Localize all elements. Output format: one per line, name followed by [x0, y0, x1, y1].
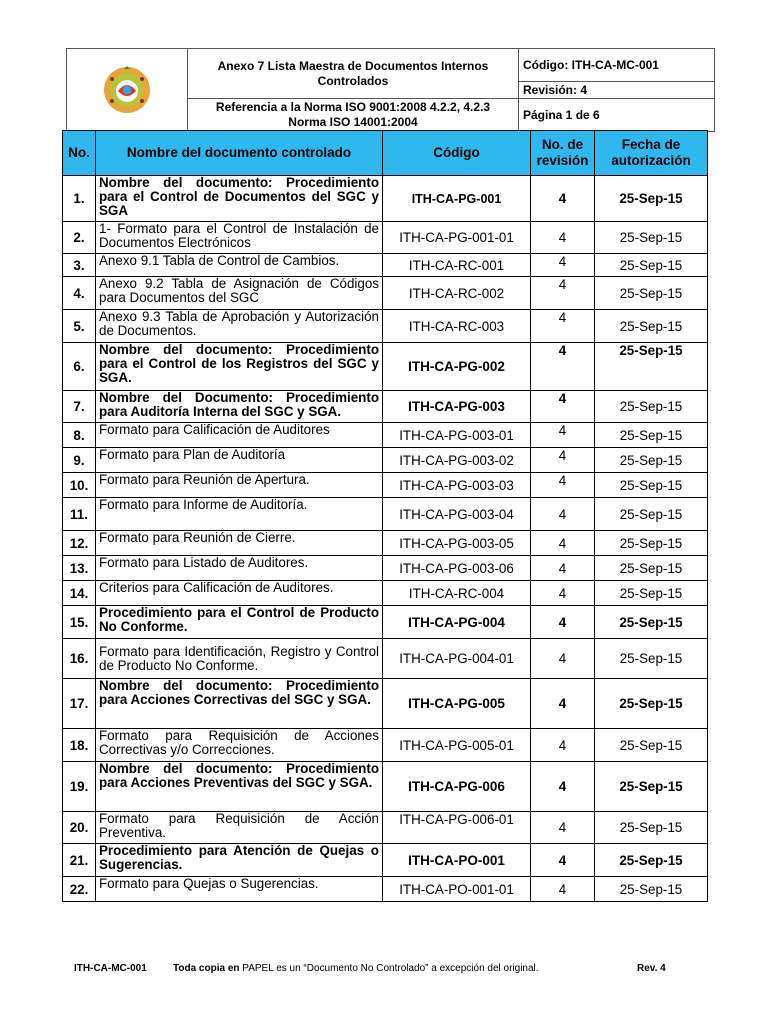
- authorization-date: 25-Sep-15: [595, 423, 708, 448]
- column-header-date: [595, 131, 708, 176]
- footer-note-text: PAPEL es un “Documento No Controlado” a excepción del original.: [242, 963, 539, 974]
- document-code: ITH-CA-PG-004-01: [383, 639, 531, 679]
- table-row: [63, 762, 708, 812]
- row-number: 5.: [63, 310, 96, 343]
- page-number: Página 1 de 6: [519, 99, 715, 132]
- authorization-date: 25-Sep-15: [595, 498, 708, 531]
- document-name: Anexo 9.2 Tabla de Asignación de Códigos para Documentos del SGC: [96, 277, 383, 310]
- document-code: ITH-CA-PG-003-02: [383, 448, 531, 473]
- table-row: [63, 222, 708, 254]
- column-header-no: No.: [63, 131, 96, 176]
- revision-number: 4: [531, 581, 595, 606]
- document-name: Nombre del Documento: Procedimiento para Auditoría Interna del SGC y SGA.: [96, 391, 383, 423]
- authorization-date: 25-Sep-15: [595, 877, 708, 902]
- document-code: ITH-CA-PG-001-01: [383, 222, 531, 254]
- document-name: Formato para Listado de Auditores.: [96, 556, 383, 581]
- table-row: [63, 343, 708, 391]
- document-code: Código: ITH-CA-MC-001: [519, 49, 715, 82]
- row-number: 19.: [63, 762, 96, 812]
- norm-reference: [188, 99, 519, 132]
- document-name: Formato para Plan de Auditoría: [96, 448, 383, 473]
- row-number: 12.: [63, 531, 96, 556]
- footer-copy-notice: [173, 963, 539, 974]
- row-number: 10.: [63, 473, 96, 498]
- document-name: Nombre del documento: Procedimiento para el Control de los Registros del SGC y SGA.: [96, 343, 383, 391]
- revision-number: 4: [531, 391, 595, 423]
- row-number: 11.: [63, 498, 96, 531]
- authorization-date: 25-Sep-15: [595, 222, 708, 254]
- row-number: 8.: [63, 423, 96, 448]
- authorization-date: 25-Sep-15: [595, 844, 708, 877]
- row-number: 14.: [63, 581, 96, 606]
- revision-number: 4: [531, 877, 595, 902]
- document-code: ITH-CA-PG-003-05: [383, 531, 531, 556]
- document-code: ITH-CA-RC-002: [383, 277, 531, 310]
- authorization-date: 25-Sep-15: [595, 391, 708, 423]
- document-code: ITH-CA-PG-003-06: [383, 556, 531, 581]
- revision-number: 4: [531, 254, 595, 277]
- table-row: [63, 679, 708, 729]
- document-code: ITH-CA-PG-003-03: [383, 473, 531, 498]
- row-number: 21.: [63, 844, 96, 877]
- revision-number: 4: [531, 473, 595, 498]
- table-row: [63, 254, 708, 277]
- revision-number: 4: [531, 606, 595, 639]
- revision-number: 4: [531, 448, 595, 473]
- document-code: ITH-CA-PG-006-01: [383, 812, 531, 844]
- authorization-date: 25-Sep-15: [595, 762, 708, 812]
- document-code: ITH-CA-PG-006: [383, 762, 531, 812]
- document-title: [188, 49, 519, 99]
- authorization-date: 25-Sep-15: [595, 277, 708, 310]
- document-name: Nombre del documento: Procedimiento para el Control de Documentos del SGC y SGA: [96, 176, 383, 222]
- table-row: [63, 498, 708, 531]
- document-revision: Revisión: 4: [519, 82, 715, 99]
- revision-number: 4: [531, 310, 595, 343]
- column-header-code: Código: [383, 131, 531, 176]
- table-row: [63, 639, 708, 679]
- revision-header-line-1: No. de: [541, 137, 584, 152]
- document-name: Criterios para Calificación de Auditores.: [96, 581, 383, 606]
- footer-revision: Rev. 4: [637, 963, 666, 974]
- document-code: ITH-CA-PG-003-01: [383, 423, 531, 448]
- document-name: Anexo 9.1 Tabla de Control de Cambios.: [96, 254, 383, 277]
- table-header-row: [63, 131, 708, 176]
- revision-number: 4: [531, 222, 595, 254]
- document-code: ITH-CA-RC-001: [383, 254, 531, 277]
- table-row: [63, 812, 708, 844]
- row-number: 1.: [63, 176, 96, 222]
- authorization-date: 25-Sep-15: [595, 812, 708, 844]
- row-number: 7.: [63, 391, 96, 423]
- document-name: Formato para Reunión de Cierre.: [96, 531, 383, 556]
- document-name: Procedimiento para Atención de Quejas o Sugerencias.: [96, 844, 383, 877]
- row-number: 2.: [63, 222, 96, 254]
- authorization-date: 25-Sep-15: [595, 448, 708, 473]
- authorization-date: 25-Sep-15: [595, 729, 708, 762]
- document-name: Formato para Informe de Auditoría.: [96, 498, 383, 531]
- institution-seal-icon: [102, 65, 152, 115]
- document-name: Formato para Requisición de Acciones Correctivas y/o Correcciones.: [96, 729, 383, 762]
- row-number: 6.: [63, 343, 96, 391]
- document-name: Formato para Identificación, Registro y Control de Producto No Conforme.: [96, 639, 383, 679]
- document-code: ITH-CA-RC-003: [383, 310, 531, 343]
- revision-number: 4: [531, 844, 595, 877]
- table-row: [63, 310, 708, 343]
- table-row: [63, 176, 708, 222]
- table-row: [63, 877, 708, 902]
- document-code: ITH-CA-PG-004: [383, 606, 531, 639]
- document-code: ITH-CA-RC-004: [383, 581, 531, 606]
- logo-cell: [67, 49, 188, 132]
- document-code: ITH-CA-PG-005-01: [383, 729, 531, 762]
- document-code: ITH-CA-PG-005: [383, 679, 531, 729]
- table-row: [63, 277, 708, 310]
- document-name: 1- Formato para el Control de Instalación de Documentos Electrónicos: [96, 222, 383, 254]
- authorization-date: 25-Sep-15: [595, 639, 708, 679]
- table-row: [63, 423, 708, 448]
- authorization-date: 25-Sep-15: [595, 531, 708, 556]
- table-row: [63, 448, 708, 473]
- row-number: 17.: [63, 679, 96, 729]
- table-row: [63, 556, 708, 581]
- column-header-revision: [531, 131, 595, 176]
- table-row: [63, 729, 708, 762]
- authorization-date: 25-Sep-15: [595, 310, 708, 343]
- footer-note-bold: Toda copia en: [173, 963, 243, 974]
- revision-number: 4: [531, 343, 595, 391]
- page-footer: [0, 963, 768, 977]
- revision-number: 4: [531, 423, 595, 448]
- footer-document-code: ITH-CA-MC-001: [74, 963, 147, 974]
- document-name: Anexo 9.3 Tabla de Aprobación y Autorización de Documentos.: [96, 310, 383, 343]
- row-number: 9.: [63, 448, 96, 473]
- authorization-date: 25-Sep-15: [595, 606, 708, 639]
- master-document-list-table: [62, 130, 708, 902]
- table-row: [63, 844, 708, 877]
- document-name: Nombre del documento: Procedimiento para Acciones Preventivas del SGC y SGA.: [96, 762, 383, 812]
- authorization-date: 25-Sep-15: [595, 556, 708, 581]
- row-number: 20.: [63, 812, 96, 844]
- date-header-line-1: Fecha de: [621, 137, 681, 152]
- document-name: Formato para Requisición de Acción Preventiva.: [96, 812, 383, 844]
- authorization-date: 25-Sep-15: [595, 343, 708, 391]
- title-line-1: Anexo 7 Lista Maestra de Documentos Internos: [217, 58, 489, 73]
- reference-line-2: Norma ISO 14001:2004: [288, 115, 418, 129]
- document-name: Formato para Reunión de Apertura.: [96, 473, 383, 498]
- document-code: ITH-CA-PG-001: [383, 176, 531, 222]
- revision-number: 4: [531, 812, 595, 844]
- revision-number: 4: [531, 531, 595, 556]
- revision-number: 4: [531, 556, 595, 581]
- row-number: 16.: [63, 639, 96, 679]
- row-number: 4.: [63, 277, 96, 310]
- table-row: [63, 391, 708, 423]
- reference-line-1: Referencia a la Norma ISO 9001:2008 4.2.2, 4.2.3: [215, 100, 491, 114]
- row-number: 18.: [63, 729, 96, 762]
- column-header-name: Nombre del documento controlado: [96, 131, 383, 176]
- revision-number: 4: [531, 679, 595, 729]
- row-number: 13.: [63, 556, 96, 581]
- document-name: Formato para Calificación de Auditores: [96, 423, 383, 448]
- revision-number: 4: [531, 639, 595, 679]
- document-name: Nombre del documento: Procedimiento para Acciones Correctivas del SGC y SGA.: [96, 679, 383, 729]
- document-name: Formato para Quejas o Sugerencias.: [96, 877, 383, 902]
- revision-header-line-2: revisión: [536, 153, 589, 168]
- title-line-2: Controlados: [317, 73, 389, 88]
- revision-number: 4: [531, 729, 595, 762]
- authorization-date: 25-Sep-15: [595, 473, 708, 498]
- table-row: [63, 581, 708, 606]
- document-code: ITH-CA-PG-003: [383, 391, 531, 423]
- document-header: [66, 48, 715, 132]
- authorization-date: 25-Sep-15: [595, 679, 708, 729]
- table-row: [63, 606, 708, 639]
- row-number: 22.: [63, 877, 96, 902]
- document-code: ITH-CA-PO-001-01: [383, 877, 531, 902]
- authorization-date: 25-Sep-15: [595, 581, 708, 606]
- revision-number: 4: [531, 762, 595, 812]
- revision-number: 4: [531, 277, 595, 310]
- table-row: [63, 473, 708, 498]
- document-code: ITH-CA-PG-003-04: [383, 498, 531, 531]
- authorization-date: 25-Sep-15: [595, 254, 708, 277]
- revision-number: 4: [531, 176, 595, 222]
- row-number: 15.: [63, 606, 96, 639]
- date-header-line-2: autorización: [611, 153, 691, 168]
- revision-number: 4: [531, 498, 595, 531]
- authorization-date: 25-Sep-15: [595, 176, 708, 222]
- document-name: Procedimiento para el Control de Producto No Conforme.: [96, 606, 383, 639]
- document-code: ITH-CA-PG-002: [383, 343, 531, 391]
- table-row: [63, 531, 708, 556]
- row-number: 3.: [63, 254, 96, 277]
- document-code: ITH-CA-PO-001: [383, 844, 531, 877]
